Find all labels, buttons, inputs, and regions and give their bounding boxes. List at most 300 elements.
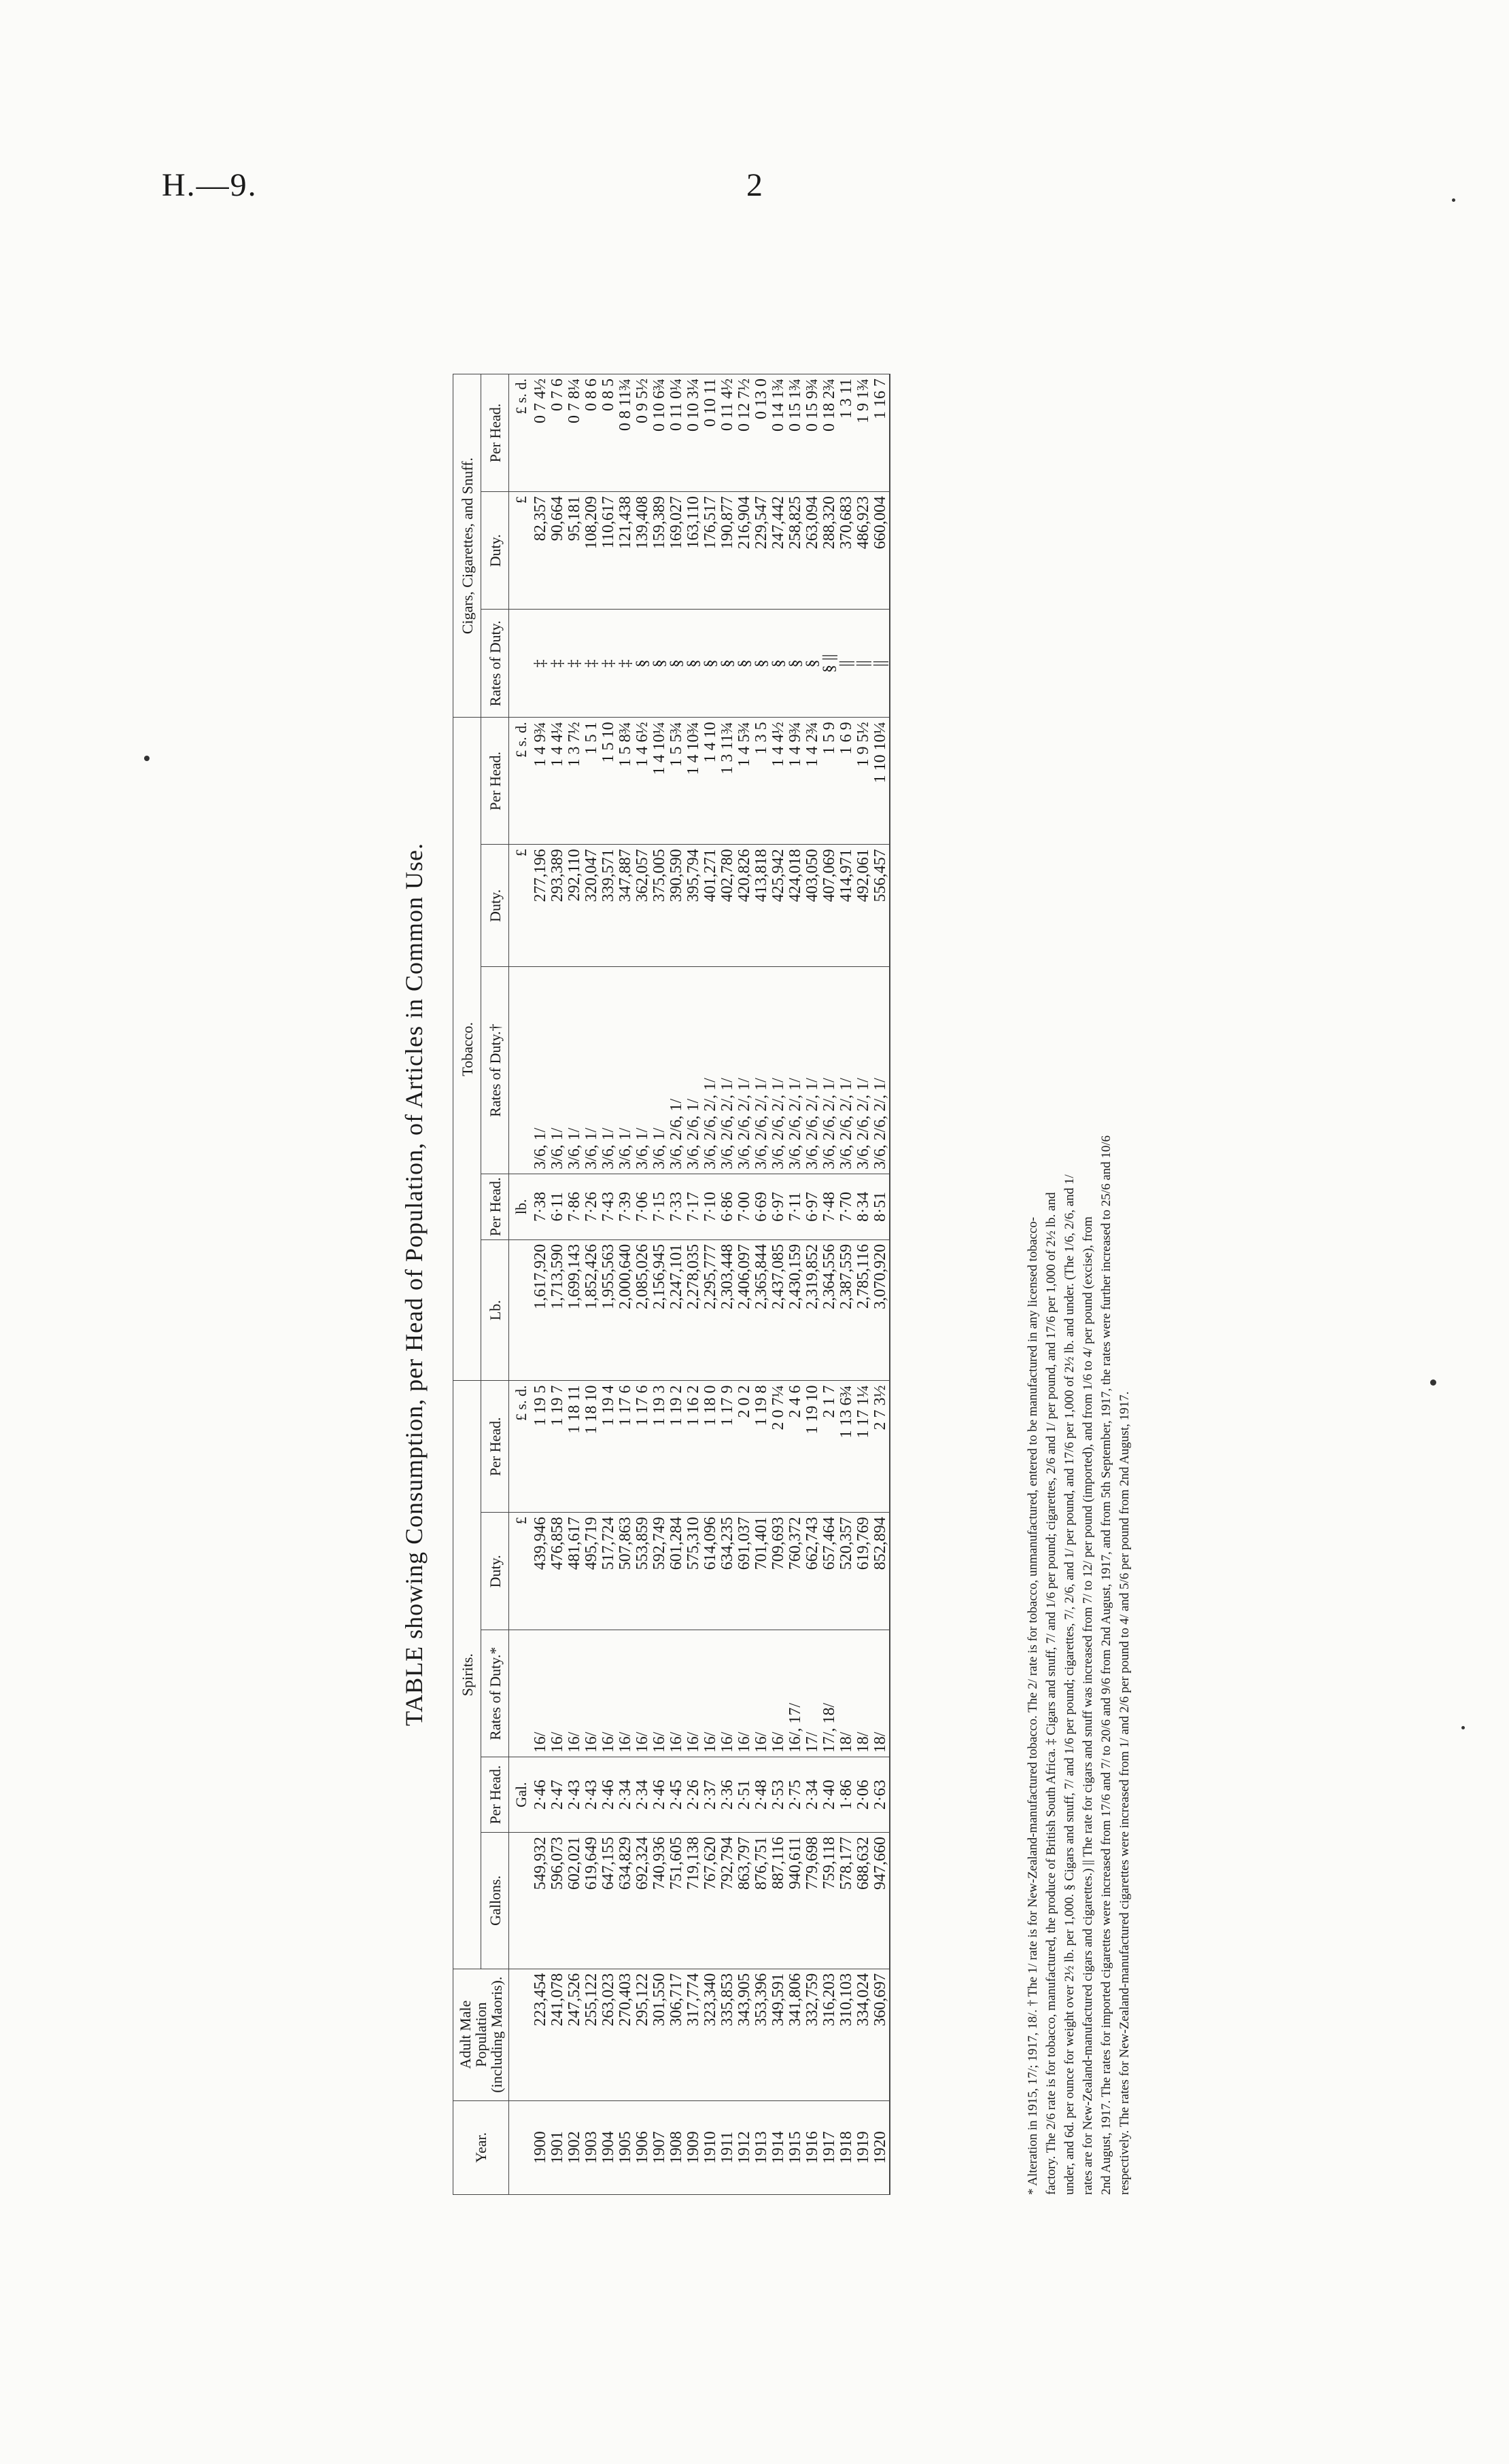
table-row (872, 374, 890, 2195)
cell-cigars-duty: 216,904 (736, 492, 753, 610)
col-year: Year. (453, 2100, 509, 2194)
cell-gallons-per-head: 2·47 (549, 1757, 566, 1833)
cell-tobacco-rate: 3/6, 2/6, 2/, 1/ (855, 967, 872, 1174)
cell-tobacco-per-head: 1 4 9¾ (532, 718, 549, 845)
cell-lb-per-head: 7·11 (787, 1174, 804, 1239)
cell-tobacco-per-head: 1 4 6½ (634, 718, 651, 845)
cell-gallons-per-head: 2·34 (804, 1757, 821, 1833)
cell-spirits-duty: 701,401 (753, 1513, 770, 1630)
cell-spirits-duty: 517,724 (600, 1513, 617, 1630)
cell-gallons-per-head: 2·06 (855, 1757, 872, 1833)
cell-year: 1902 (566, 2100, 583, 2194)
cell-tobacco-rate: 3/6, 2/6, 2/, 1/ (804, 967, 821, 1174)
cell-year: 1910 (702, 2100, 719, 2194)
cell-lb-per-head: 7·48 (821, 1174, 838, 1239)
cell-cigars-rate: ‡ (532, 610, 549, 718)
table-row (821, 374, 838, 2195)
cell-population: 335,853 (719, 1969, 736, 2100)
cell-year: 1907 (651, 2100, 668, 2194)
cell-tobacco-per-head: 1 4 4½ (770, 718, 787, 845)
cell-lb-per-head: 6·11 (549, 1174, 566, 1239)
cell-lb: 2,387,559 (838, 1239, 855, 1381)
cell-spirits-per-head: 1 13 6¾ (838, 1381, 855, 1513)
cell-year: 1916 (804, 2100, 821, 2194)
cell-tobacco-per-head: 1 5 9 (821, 718, 838, 845)
cell-population: 360,697 (872, 1969, 890, 2100)
cell-spirits-rate: 16/ (651, 1630, 668, 1757)
scan-speck (1452, 198, 1455, 202)
cell-cigars-per-head: 0 8 6 (583, 374, 600, 492)
cell-tobacco-rate: 3/6, 2/6, 2/, 1/ (838, 967, 855, 1174)
cell-spirits-duty: 495,719 (583, 1513, 600, 1630)
cell-gallons: 876,751 (753, 1832, 770, 1969)
cell-spirits-per-head: 1 18 10 (583, 1381, 600, 1513)
table-row (651, 374, 668, 2195)
cell-spirits-rate: 16/ (668, 1630, 685, 1757)
cell-cigars-duty: 247,442 (770, 492, 787, 610)
cell-spirits-duty: 439,946 (532, 1513, 549, 1630)
cell-tobacco-duty: 424,018 (787, 845, 804, 967)
cell-tobacco-per-head: 1 4 10¼ (651, 718, 668, 845)
cell-cigars-per-head: 0 15 1¾ (787, 374, 804, 492)
cell-lb-per-head: 6·69 (753, 1174, 770, 1239)
cell-cigars-rate: § (702, 610, 719, 718)
cell-population: 301,550 (651, 1969, 668, 2100)
cell-gallons-per-head: 1·86 (838, 1757, 855, 1833)
cell-tobacco-rate: 3/6, 1/ (651, 967, 668, 1174)
footnote-line: factory. The 2/6 rate is for tobacco, manufactured, the produce of British South Africa. ‡ Cigars and snuff, 7/ and 1/6 per pound; cigarettes, 2/6 and 1/ per pound, and 17/6 per 1,000 of 2½ lb. and (1044, 1192, 1058, 2195)
table-row (838, 374, 855, 2195)
cell-cigars-rate: § (804, 610, 821, 718)
group-spirits: Spirits. (453, 1381, 481, 1969)
cell-tobacco-rate: 3/6, 1/ (634, 967, 651, 1174)
cell-year: 1904 (600, 2100, 617, 2194)
group-tobacco: Tobacco. (453, 718, 481, 1381)
cell-spirits-per-head: 2 0 2 (736, 1381, 753, 1513)
cell-population: 341,806 (787, 1969, 804, 2100)
group-cigars: Cigars, Cigarettes, and Snuff. (453, 374, 481, 718)
cell-lb: 2,000,640 (617, 1239, 634, 1381)
cell-gallons: 549,932 (532, 1832, 549, 1969)
cell-cigars-duty: 229,547 (753, 492, 770, 610)
cell-tobacco-per-head: 1 5 8¾ (617, 718, 634, 845)
cell-lb-per-head: 7·17 (685, 1174, 702, 1239)
cell-spirits-per-head: 1 19 10 (804, 1381, 821, 1513)
unit-lb: lb. (509, 1174, 533, 1239)
unit-pound: £ (509, 845, 533, 967)
cell-cigars-rate: § (770, 610, 787, 718)
cell-spirits-rate: 18/ (855, 1630, 872, 1757)
cell-population: 332,759 (804, 1969, 821, 2100)
cell-cigars-duty: 169,027 (668, 492, 685, 610)
cell-spirits-per-head: 1 17 9 (719, 1381, 736, 1513)
cell-gallons: 602,021 (566, 1832, 583, 1969)
cell-cigars-duty: 139,408 (634, 492, 651, 610)
cell-cigars-rate: ‡ (600, 610, 617, 718)
cell-gallons: 947,660 (872, 1832, 890, 1969)
table-row (668, 374, 685, 2195)
cell-spirits-duty: 760,372 (787, 1513, 804, 1630)
cell-tobacco-per-head: 1 10 10¼ (872, 718, 890, 845)
cell-lb-per-head: 7·70 (838, 1174, 855, 1239)
footnote-line: 2nd August, 1917. The rates for imported cigarettes were increased from 17/6 and 7/ to 20/6 and 9/6 from 2nd August, 1917, and from 5th September, 1917, the rates were further increased to 25/6 and 10/6 (1099, 1135, 1113, 2195)
cell-tobacco-per-head: 1 4 10 (702, 718, 719, 845)
cell-population: 247,526 (566, 1969, 583, 2100)
cell-gallons: 767,620 (702, 1832, 719, 1969)
cell-spirits-per-head: 1 17 1¼ (855, 1381, 872, 1513)
col-cigars-duty: Duty. (481, 492, 509, 610)
cell-cigars-rate: ‡ (617, 610, 634, 718)
cell-lb-per-head: 7·26 (583, 1174, 600, 1239)
col-population: Adult Male Population (including Maoris). (453, 1969, 509, 2100)
col-tobacco-per-head: Per Head. (481, 718, 509, 845)
unit-gal: Gal. (509, 1757, 533, 1833)
col-lb: Lb. (481, 1239, 509, 1381)
cell-spirits-rate: 17/ (804, 1630, 821, 1757)
cell-cigars-rate: || (872, 610, 890, 718)
cell-gallons-per-head: 2·53 (770, 1757, 787, 1833)
rotated-table-block (400, 374, 1134, 2195)
cell-spirits-per-head: 1 19 8 (753, 1381, 770, 1513)
table-title: TABLE showing Consumption, per Head of Population, of Articles in Common Use. (400, 843, 428, 1727)
cell-population: 241,078 (549, 1969, 566, 2100)
cell-tobacco-rate: 3/6, 2/6, 2/, 1/ (821, 967, 838, 1174)
cell-cigars-per-head: 0 10 6¾ (651, 374, 668, 492)
cell-cigars-duty: 95,181 (566, 492, 583, 610)
units-row (509, 374, 533, 2195)
table-row (617, 374, 634, 2195)
cell-lb: 2,085,026 (634, 1239, 651, 1381)
table-row (583, 374, 600, 2195)
cell-spirits-per-head: 1 19 2 (668, 1381, 685, 1513)
cell-population: 349,591 (770, 1969, 787, 2100)
cell-tobacco-per-head: 1 9 5½ (855, 718, 872, 845)
cell-gallons: 647,155 (600, 1832, 617, 1969)
cell-tobacco-duty: 414,971 (838, 845, 855, 967)
cell-gallons-per-head: 2·37 (702, 1757, 719, 1833)
cell-gallons: 596,073 (549, 1832, 566, 1969)
cell-spirits-per-head: 1 19 5 (532, 1381, 549, 1513)
cell-gallons: 692,324 (634, 1832, 651, 1969)
cell-spirits-rate: 16/ (600, 1630, 617, 1757)
cell-tobacco-rate: 3/6, 2/6, 2/, 1/ (872, 967, 890, 1174)
cell-tobacco-rate: 3/6, 1/ (549, 967, 566, 1174)
cell-gallons: 863,797 (736, 1832, 753, 1969)
cell-population: 310,103 (838, 1969, 855, 2100)
cell-spirits-rate: 16/ (532, 1630, 549, 1757)
cell-gallons: 619,649 (583, 1832, 600, 1969)
cell-gallons-per-head: 2·46 (651, 1757, 668, 1833)
cell-cigars-per-head: 0 9 5½ (634, 374, 651, 492)
cell-lb-per-head: 8·34 (855, 1174, 872, 1239)
cell-lb: 2,785,116 (855, 1239, 872, 1381)
cell-spirits-rate: 17/, 18/ (821, 1630, 838, 1757)
cell-population: 263,023 (600, 1969, 617, 2100)
cell-spirits-rate: 16/, 17/ (787, 1630, 804, 1757)
cell-cigars-duty: 110,617 (600, 492, 617, 610)
cell-gallons: 578,177 (838, 1832, 855, 1969)
cell-tobacco-duty: 362,057 (634, 845, 651, 967)
cell-cigars-rate: § (685, 610, 702, 718)
cell-tobacco-rate: 3/6, 2/6, 2/, 1/ (770, 967, 787, 1174)
cell-cigars-per-head: 0 10 11 (702, 374, 719, 492)
cell-spirits-rate: 16/ (702, 1630, 719, 1757)
cell-spirits-per-head: 2 1 7 (821, 1381, 838, 1513)
cell-year: 1900 (532, 2100, 549, 2194)
cell-cigars-duty: 90,664 (549, 492, 566, 610)
col-spirits-duty: Duty. (481, 1513, 509, 1630)
cell-gallons-per-head: 2·63 (872, 1757, 890, 1833)
cell-cigars-per-head: 0 8 11¾ (617, 374, 634, 492)
cell-cigars-per-head: 0 13 0 (753, 374, 770, 492)
cell-year: 1919 (855, 2100, 872, 2194)
cell-lb: 2,319,852 (804, 1239, 821, 1381)
cell-year: 1918 (838, 2100, 855, 2194)
cell-tobacco-duty: 420,826 (736, 845, 753, 967)
cell-tobacco-rate: 3/6, 2/6, 2/, 1/ (753, 967, 770, 1174)
cell-population: 270,403 (617, 1969, 634, 2100)
cell-spirits-per-head: 2 4 6 (787, 1381, 804, 1513)
cell-tobacco-rate: 3/6, 2/6, 1/ (668, 967, 685, 1174)
cell-lb-per-head: 7·00 (736, 1174, 753, 1239)
cell-tobacco-duty: 293,389 (549, 845, 566, 967)
cell-cigars-rate: ‡ (566, 610, 583, 718)
cell-cigars-duty: 258,825 (787, 492, 804, 610)
scan-speck (1461, 1726, 1465, 1729)
cell-lb-per-head: 7·39 (617, 1174, 634, 1239)
col-spirits-per-head-gal: Per Head. (481, 1757, 509, 1833)
cell-gallons-per-head: 2·34 (617, 1757, 634, 1833)
cell-gallons-per-head: 2·43 (583, 1757, 600, 1833)
cell-gallons-per-head: 2·45 (668, 1757, 685, 1833)
report-reference: H.—9. (162, 167, 258, 203)
cell-population: 255,122 (583, 1969, 600, 2100)
cell-tobacco-rate: 3/6, 1/ (617, 967, 634, 1174)
table-row (549, 374, 566, 2195)
cell-lb: 2,430,159 (787, 1239, 804, 1381)
cell-population: 343,905 (736, 1969, 753, 2100)
cell-cigars-duty: 263,094 (804, 492, 821, 610)
cell-tobacco-per-head: 1 5 10 (600, 718, 617, 845)
cell-population: 317,774 (685, 1969, 702, 2100)
cell-spirits-rate: 16/ (617, 1630, 634, 1757)
table-row (634, 374, 651, 2195)
table-row (787, 374, 804, 2195)
table-row (600, 374, 617, 2195)
cell-spirits-per-head: 1 17 6 (617, 1381, 634, 1513)
cell-tobacco-rate: 3/6, 1/ (583, 967, 600, 1174)
cell-spirits-duty: 575,310 (685, 1513, 702, 1630)
cell-gallons-per-head: 2·43 (566, 1757, 583, 1833)
unit-pound: £ (509, 492, 533, 610)
cell-cigars-duty: 159,389 (651, 492, 668, 610)
cell-tobacco-duty: 375,005 (651, 845, 668, 967)
cell-tobacco-rate: 3/6, 1/ (566, 967, 583, 1174)
cell-cigars-rate: § (753, 610, 770, 718)
cell-tobacco-duty: 292,110 (566, 845, 583, 967)
table-row (855, 374, 872, 2195)
cell-tobacco-rate: 3/6, 2/6, 2/, 1/ (787, 967, 804, 1174)
cell-population: 306,717 (668, 1969, 685, 2100)
table-row (719, 374, 736, 2195)
cell-spirits-rate: 18/ (838, 1630, 855, 1757)
unit-lsd: £ s. d. (509, 718, 533, 845)
unit-pound: £ (509, 1513, 533, 1630)
cell-tobacco-duty: 413,818 (753, 845, 770, 967)
col-spirits-rates: Rates of Duty.* (481, 1630, 509, 1757)
cell-spirits-per-head: 1 19 3 (651, 1381, 668, 1513)
cell-lb-per-head: 7·86 (566, 1174, 583, 1239)
cell-spirits-rate: 16/ (583, 1630, 600, 1757)
unit-lsd: £ s. d. (509, 1381, 533, 1513)
cell-gallons-per-head: 2·36 (719, 1757, 736, 1833)
cell-lb-per-head: 6·97 (770, 1174, 787, 1239)
cell-tobacco-rate: 3/6, 2/6, 2/, 1/ (736, 967, 753, 1174)
cell-tobacco-per-head: 1 5 1 (583, 718, 600, 845)
footnote-line: respectively. The rates for New-Zealand-manufactured cigarettes were increased from 1/ and 2/6 per pound to 4/ and 5/6 per pound from 2nd August, 1917. (1117, 1391, 1132, 2195)
cell-tobacco-per-head: 1 4 4¼ (549, 718, 566, 845)
cell-tobacco-rate: 3/6, 1/ (600, 967, 617, 1174)
cell-population: 223,454 (532, 1969, 549, 2100)
cell-cigars-rate: || (838, 610, 855, 718)
page-number: 2 (746, 167, 763, 203)
cell-cigars-duty: 486,923 (855, 492, 872, 610)
cell-gallons: 634,829 (617, 1832, 634, 1969)
cell-spirits-rate: 16/ (736, 1630, 753, 1757)
cell-spirits-rate: 16/ (753, 1630, 770, 1757)
table-row (685, 374, 702, 2195)
cell-year: 1903 (583, 2100, 600, 2194)
cell-cigars-duty: 108,209 (583, 492, 600, 610)
cell-spirits-duty: 520,357 (838, 1513, 855, 1630)
cell-spirits-duty: 592,749 (651, 1513, 668, 1630)
cell-tobacco-rate: 3/6, 1/ (532, 967, 549, 1174)
table-row (736, 374, 753, 2195)
cell-tobacco-duty: 402,780 (719, 845, 736, 967)
cell-cigars-rate: ‡ (549, 610, 566, 718)
cell-tobacco-duty: 556,457 (872, 845, 890, 967)
cell-tobacco-duty: 347,887 (617, 845, 634, 967)
cell-spirits-per-head: 1 16 2 (685, 1381, 702, 1513)
cell-cigars-rate: § (651, 610, 668, 718)
cell-lb: 1,852,426 (583, 1239, 600, 1381)
table-row (753, 374, 770, 2195)
cell-spirits-duty: 553,859 (634, 1513, 651, 1630)
cell-spirits-duty: 634,235 (719, 1513, 736, 1630)
cell-cigars-duty: 190,877 (719, 492, 736, 610)
footnotes (1024, 374, 1134, 2195)
cell-tobacco-per-head: 1 4 5¾ (736, 718, 753, 845)
cell-population: 316,203 (821, 1969, 838, 2100)
scan-speck (1430, 1379, 1436, 1386)
cell-lb: 2,437,085 (770, 1239, 787, 1381)
col-cigars-rates: Rates of Duty. (481, 610, 509, 718)
cell-spirits-rate: 16/ (566, 1630, 583, 1757)
cell-tobacco-rate: 3/6, 2/6, 2/, 1/ (702, 967, 719, 1174)
cell-gallons-per-head: 2·75 (787, 1757, 804, 1833)
cell-year: 1913 (753, 2100, 770, 2194)
cell-spirits-per-head: 1 19 7 (549, 1381, 566, 1513)
cell-year: 1909 (685, 2100, 702, 2194)
cell-lb: 2,303,448 (719, 1239, 736, 1381)
cell-spirits-duty: 709,693 (770, 1513, 787, 1630)
cell-tobacco-duty: 390,590 (668, 845, 685, 967)
cell-tobacco-duty: 320,047 (583, 845, 600, 967)
cell-tobacco-per-head: 1 4 2¾ (804, 718, 821, 845)
cell-gallons: 792,794 (719, 1832, 736, 1969)
cell-lb: 3,070,920 (872, 1239, 890, 1381)
cell-year: 1915 (787, 2100, 804, 2194)
cell-cigars-per-head: 0 7 4½ (532, 374, 549, 492)
cell-year: 1905 (617, 2100, 634, 2194)
cell-cigars-rate: § (736, 610, 753, 718)
cell-lb-per-head: 7·15 (651, 1174, 668, 1239)
cell-lb-per-head: 7·38 (532, 1174, 549, 1239)
cell-year: 1914 (770, 2100, 787, 2194)
cell-tobacco-duty: 401,271 (702, 845, 719, 967)
cell-lb: 2,365,844 (753, 1239, 770, 1381)
cell-spirits-rate: 16/ (719, 1630, 736, 1757)
cell-lb: 1,955,563 (600, 1239, 617, 1381)
cell-spirits-duty: 619,769 (855, 1513, 872, 1630)
footnote-line: under, and 6d. per ounce for weight over 2½ lb. per 1,000. § Cigars and snuff, 7/ and 1/6 per pound; cigarettes, 7/, 2/6, and 1/ per pound, and 17/6 per 1,000 of 2½ lb. and under. (The 1/6, 2/6, and 1/ (1062, 1174, 1077, 2195)
cell-lb: 2,295,777 (702, 1239, 719, 1381)
cell-tobacco-duty: 407,069 (821, 845, 838, 967)
cell-lb: 2,156,945 (651, 1239, 668, 1381)
cell-year: 1908 (668, 2100, 685, 2194)
cell-lb-per-head: 7·43 (600, 1174, 617, 1239)
cell-lb-per-head: 7·33 (668, 1174, 685, 1239)
cell-tobacco-rate: 3/6, 2/6, 2/, 1/ (719, 967, 736, 1174)
cell-spirits-duty: 476,858 (549, 1513, 566, 1630)
table-row (566, 374, 583, 2195)
col-tobacco-duty: Duty. (481, 845, 509, 967)
cell-lb: 2,278,035 (685, 1239, 702, 1381)
cell-cigars-per-head: 1 16 7 (872, 374, 890, 492)
cell-cigars-rate: § || (821, 610, 838, 718)
cell-tobacco-duty: 277,196 (532, 845, 549, 967)
cell-gallons-per-head: 2·51 (736, 1757, 753, 1833)
cell-gallons-per-head: 2·46 (532, 1757, 549, 1833)
cell-tobacco-duty: 492,061 (855, 845, 872, 967)
cell-cigars-per-head: 1 9 1¾ (855, 374, 872, 492)
cell-cigars-rate: || (855, 610, 872, 718)
cell-spirits-rate: 16/ (634, 1630, 651, 1757)
cell-spirits-per-head: 1 19 4 (600, 1381, 617, 1513)
cell-year: 1912 (736, 2100, 753, 2194)
cell-tobacco-per-head: 1 3 7½ (566, 718, 583, 845)
cell-year: 1901 (549, 2100, 566, 2194)
cell-gallons-per-head: 2·40 (821, 1757, 838, 1833)
cell-gallons: 779,698 (804, 1832, 821, 1969)
cell-spirits-per-head: 1 18 0 (702, 1381, 719, 1513)
col-cigars-per-head: Per Head. (481, 374, 509, 492)
cell-cigars-duty: 660,004 (872, 492, 890, 610)
table-row (770, 374, 787, 2195)
table-row (702, 374, 719, 2195)
cell-cigars-per-head: 0 14 1¾ (770, 374, 787, 492)
cell-lb: 1,699,143 (566, 1239, 583, 1381)
cell-lb: 1,713,590 (549, 1239, 566, 1381)
cell-tobacco-duty: 395,794 (685, 845, 702, 967)
cell-tobacco-duty: 403,050 (804, 845, 821, 967)
cell-lb: 2,364,556 (821, 1239, 838, 1381)
cell-cigars-duty: 288,320 (821, 492, 838, 610)
consumption-table (453, 374, 890, 2195)
cell-tobacco-per-head: 1 6 9 (838, 718, 855, 845)
cell-spirits-per-head: 2 7 3½ (872, 1381, 890, 1513)
cell-gallons: 759,118 (821, 1832, 838, 1969)
